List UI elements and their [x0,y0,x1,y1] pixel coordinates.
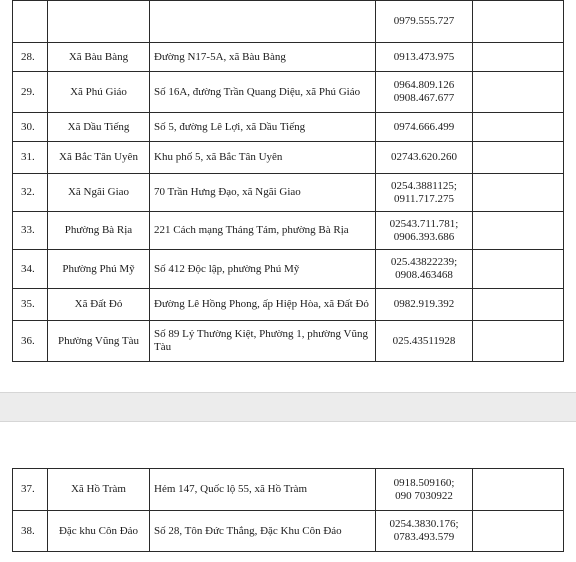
contact-table-end [12,468,564,552]
phone-numbers [376,142,473,174]
row-number: 32. [13,174,48,212]
address: Số 5, đường Lê Lợi, xã Dầu Tiếng [150,113,376,142]
empty-cell [473,469,564,511]
phone-number: 02543.711.781; [389,217,459,230]
table-row [13,1,564,43]
row-number: 34. [13,250,48,289]
row-number: 37. [13,469,48,511]
phone-number: 0913.473.975 [393,50,455,63]
phone-number: 0783.493.579 [393,531,455,543]
phone-number: 02743.620.260 [391,151,457,163]
phone-numbers [376,321,473,362]
address: Số 89 Lý Thường Kiệt, Phường 1, phường Vũng Tàu [150,321,376,362]
phone-number: 0254.3881125; [391,179,457,192]
unit-name: Xã Dầu Tiếng [48,113,150,142]
phone-number: 0964.809.126 [393,79,455,91]
unit-name: Xã Ngãi Giao [48,174,150,212]
empty-cell [473,72,564,113]
table-row [13,469,564,511]
table-row [13,43,564,72]
address: Số 16A, đường Trần Quang Diệu, xã Phú Giáo [150,72,376,113]
table-row [13,511,564,552]
table-row [13,142,564,174]
unit-name: Phường Bà Rịa [48,212,150,250]
phone-number: 090 7030922 [395,489,453,502]
unit-name: Phường Phú Mỹ [48,250,150,289]
unit-name: Xã Bàu Bàng [48,43,150,72]
phone-number: 025.43511928 [392,334,456,347]
address: Đường N17-5A, xã Bàu Bàng [150,43,376,72]
empty-cell [473,321,564,362]
phone-number: 0979.555.727 [393,15,455,27]
phone-number: 0254.3830.176; [389,518,459,530]
row-number: 30. [13,113,48,142]
table-body [13,1,564,362]
unit-name: Xã Bắc Tân Uyên [48,142,150,174]
table-row [13,174,564,212]
unit-name: Phường Vũng Tàu [48,321,150,362]
row-number: 38. [13,511,48,552]
phone-number: 0974.666.499 [393,120,455,133]
table-body [13,469,564,552]
phone-numbers [376,1,473,43]
unit-name: Xã Đất Đỏ [48,289,150,321]
phone-numbers [376,469,473,511]
empty-cell [473,250,564,289]
phone-number: 0911.717.275 [393,192,455,205]
document-page-bottom [0,422,576,562]
phone-numbers [376,289,473,321]
unit-name: Xã Phú Giáo [48,72,150,113]
unit-name: Xã Hồ Tràm [48,469,150,511]
address: 221 Cách mạng Tháng Tám, phường Bà Rịa [150,212,376,250]
address: Số 412 Độc lập, phường Phú Mỹ [150,250,376,289]
table-row [13,113,564,142]
row-number [13,1,48,43]
address: Đường Lê Hồng Phong, ấp Hiệp Hòa, xã Đất Đỏ [150,289,376,321]
phone-numbers [376,113,473,142]
empty-cell [473,142,564,174]
address: 70 Trần Hưng Đạo, xã Ngãi Giao [150,174,376,212]
phone-numbers [376,511,473,552]
address: Khu phố 5, xã Bắc Tân Uyên [150,142,376,174]
row-number: 36. [13,321,48,362]
phone-numbers [376,72,473,113]
phone-number: 0982.919.392 [393,298,455,310]
row-number: 29. [13,72,48,113]
address: Hẻm 147, Quốc lộ 55, xã Hồ Tràm [150,469,376,511]
phone-number: 0918.509160; [393,476,455,489]
phone-numbers [376,43,473,72]
phone-number: 0906.393.686 [393,230,455,243]
phone-number: 025.43822239; [390,256,458,268]
phone-numbers [376,212,473,250]
phone-number: 0908.467.677 [393,92,455,104]
empty-cell [473,43,564,72]
unit-name [48,1,150,43]
phone-numbers [376,250,473,289]
contact-table-continued [12,0,564,362]
page-break-gap [0,392,576,422]
empty-cell [473,289,564,321]
table-row [13,289,564,321]
row-number: 33. [13,212,48,250]
table-row [13,321,564,362]
row-number: 28. [13,43,48,72]
empty-cell [473,1,564,43]
address [150,1,376,43]
row-number: 31. [13,142,48,174]
empty-cell [473,113,564,142]
table-row [13,250,564,289]
empty-cell [473,174,564,212]
table-row [13,212,564,250]
phone-numbers [376,174,473,212]
empty-cell [473,511,564,552]
empty-cell [473,212,564,250]
address: Số 28, Tôn Đức Thắng, Đặc Khu Côn Đảo [150,511,376,552]
table-row [13,72,564,113]
unit-name: Đặc khu Côn Đảo [48,511,150,552]
row-number: 35. [13,289,48,321]
phone-number: 0908.463468 [395,269,453,281]
